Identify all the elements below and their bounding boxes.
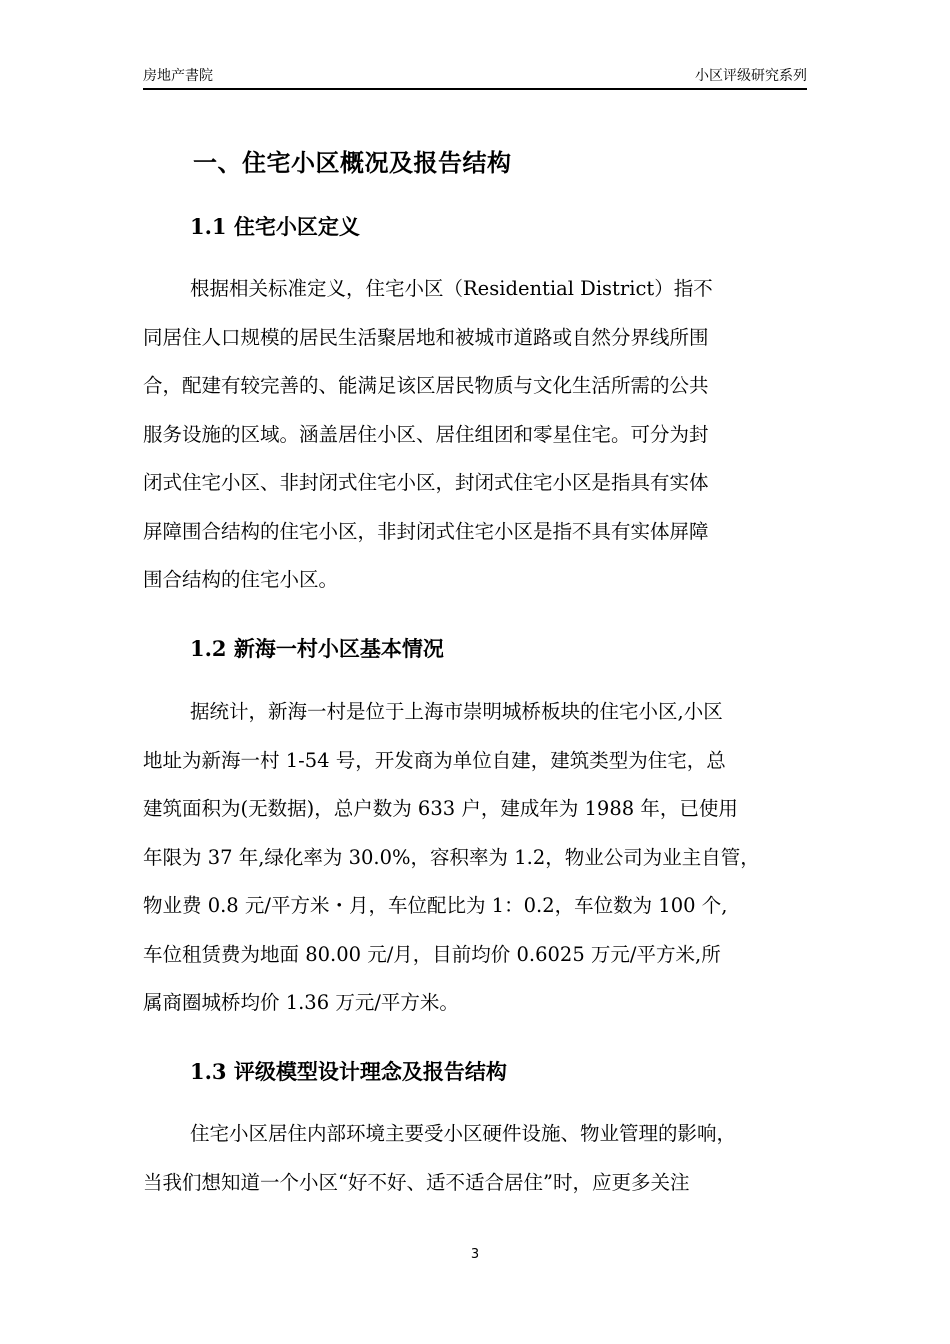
paragraph-line: 根据相关标准定义，住宅小区（Residential District）指不 xyxy=(190,277,713,300)
paragraph-line: 围合结构的住宅小区。 xyxy=(143,568,339,591)
paragraph-line: 住宅小区居住内部环境主要受小区硬件设施、物业管理的影响， xyxy=(190,1122,737,1145)
paragraph-line: 同居住人口规模的居民生活聚居地和被城市道路或自然分界线所围 xyxy=(143,325,709,349)
section-title-1-3: 1.3 评级模型设计理念及报告结构 xyxy=(190,1059,507,1084)
header-divider xyxy=(143,88,807,90)
paragraph-line: 屏障围合结构的住宅小区，非封闭式住宅小区是指不具有实体屏障 xyxy=(143,519,709,543)
section-1-2-paragraph xyxy=(143,688,807,1028)
paragraph-line: 建筑面积为(无数据)，总户数为 633 户，建成年为 1988 年，已使用 xyxy=(143,797,738,820)
header-publisher: 房地产書院 xyxy=(143,68,213,84)
paragraph-line: 当我们想知道一个小区“好不好、适不适合居住”时，应更多关注 xyxy=(143,1170,690,1194)
paragraph-line: 闭式住宅小区、非封闭式住宅小区，封闭式住宅小区是指具有实体 xyxy=(143,471,709,494)
paragraph-line: 服务设施的区域。涵盖居住小区、居住组团和零星住宅。可分为封 xyxy=(143,422,709,446)
paragraph-line: 地址为新海一村 1-54 号，开发商为单位自建，建筑类型为住宅，总 xyxy=(143,748,726,772)
paragraph-line: 属商圈城桥均价 1.36 万元/平方米。 xyxy=(143,991,459,1014)
chapter-title: 一、住宅小区概况及报告结构 xyxy=(193,148,512,177)
page-number: 3 xyxy=(470,1247,480,1262)
header-series: 小区评级研究系列 xyxy=(695,68,807,84)
section-title-1-2: 1.2 新海一村小区基本情况 xyxy=(190,636,444,661)
paragraph-line: 车位租赁费为地面 80.00 元/月，目前均价 0.6025 万元/平方米,所 xyxy=(143,942,721,966)
paragraph-line: 据统计，新海一村是位于上海市崇明城桥板块的住宅小区,小区 xyxy=(190,700,723,723)
page-header xyxy=(143,66,807,88)
section-title-1-1: 1.1 住宅小区定义 xyxy=(190,214,360,239)
paragraph-line: 物业费 0.8 元/平方米・月，车位配比为 1：0.2，车位数为 100 个, xyxy=(143,894,728,917)
section-1-1-paragraph xyxy=(143,265,807,605)
section-1-3-paragraph xyxy=(143,1110,807,1207)
paragraph-line: 年限为 37 年,绿化率为 30.0%，容积率为 1.2，物业公司为业主自管， xyxy=(143,845,760,869)
paragraph-line: 合，配建有较完善的、能满足该区居民物质与文化生活所需的公共 xyxy=(143,374,709,397)
